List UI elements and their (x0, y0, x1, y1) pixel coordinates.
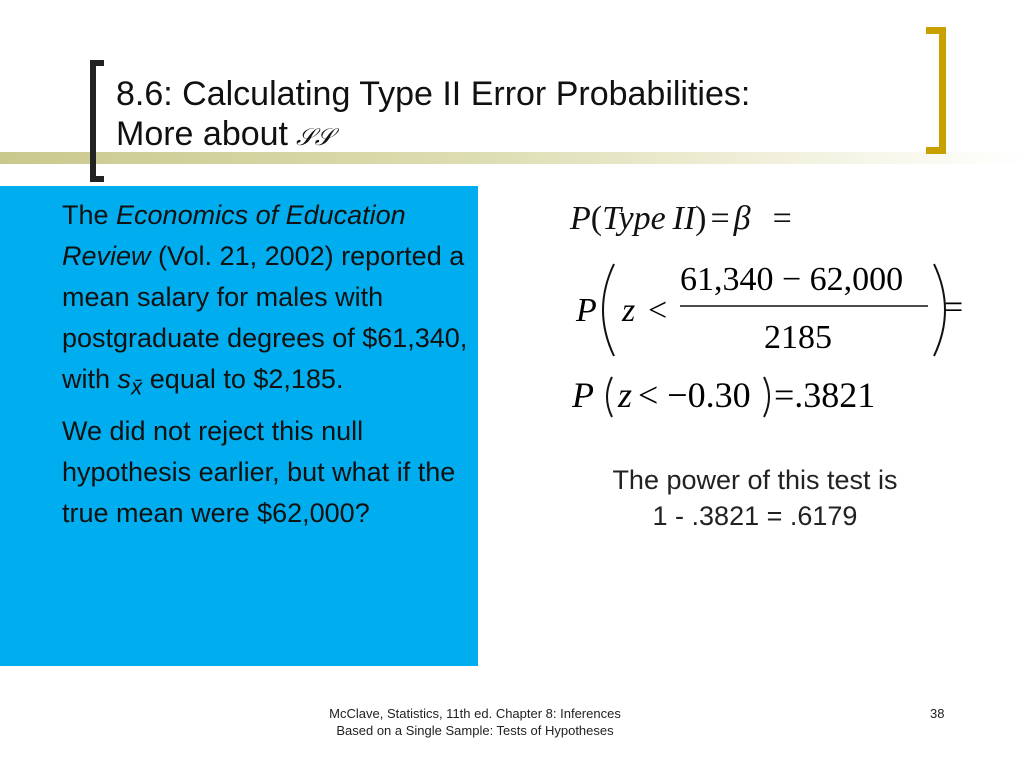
eq1-type: Type (602, 200, 666, 237)
equation-result (572, 371, 902, 431)
footer-line-2: Based on a Single Sample: Tests of Hypotheses (336, 723, 614, 738)
eq3-expr: < −0.30 (638, 375, 751, 415)
eq2-lt: < (648, 292, 668, 329)
result-svg (572, 371, 902, 421)
paragraph-1 (62, 195, 472, 407)
power-line-1: The power of this test is (612, 465, 898, 495)
right-bracket-decoration (926, 27, 946, 154)
eq1-equals-2: = (772, 200, 792, 237)
title-symbol: 𝒮𝒮 (296, 123, 334, 151)
eq2-numerator: 61,340 − 62,000 (680, 261, 904, 298)
journal-title: Economics of Education Review (62, 200, 406, 271)
std-error-symbol: s (117, 364, 132, 394)
p1-mid: (Vol. 21, 2002) reported a mean salary for males with postgraduate degrees of $61,340, with (62, 241, 468, 394)
eq1-P: P (570, 200, 591, 237)
p1-post: equal to $2,185. (142, 364, 344, 394)
power-line-2: 1 - .3821 = .6179 (652, 501, 858, 531)
eq1-beta: β (733, 200, 751, 237)
eq2-denominator: 2185 (764, 319, 832, 356)
eq1-equals: = (710, 200, 730, 237)
eq2-P: P (576, 292, 597, 329)
title-line-1: 8.6: Calculating Type II Error Probabilities: (116, 75, 751, 113)
p1-pre: The (62, 200, 117, 230)
eq3-P: P (572, 375, 594, 415)
title-line-2-text: More about (116, 115, 288, 153)
fraction-svg (572, 258, 972, 362)
paragraph-2: We did not reject this null hypothesis earlier, but what if the true mean were $62,000? (62, 416, 456, 529)
eq1-lparen: ( (590, 200, 603, 237)
page-number: 38 (930, 706, 945, 721)
equation-type-ii-definition (570, 200, 792, 238)
eq1-two: II (672, 200, 696, 237)
eq3-z: z (618, 375, 633, 415)
left-paren-large (603, 264, 614, 356)
eq2-z: z (622, 292, 636, 329)
title-line-2 (116, 114, 750, 157)
body-text (62, 195, 472, 538)
power-statement (565, 462, 945, 534)
slide-title (116, 74, 750, 157)
eq3-left-paren (607, 377, 612, 417)
eq3-right-paren (764, 377, 769, 417)
equation-z-fraction (572, 258, 972, 371)
eq1-rparen: ) (695, 200, 707, 237)
left-bracket-decoration (90, 60, 104, 182)
eq2-equals: = (944, 289, 964, 326)
footer-citation (290, 705, 660, 739)
std-error-subscript: x̄ (131, 374, 143, 400)
footer-line-1: McClave, Statistics, 11th ed. Chapter 8: Inferences (329, 706, 621, 721)
eq3-result: =.3821 (774, 375, 876, 415)
